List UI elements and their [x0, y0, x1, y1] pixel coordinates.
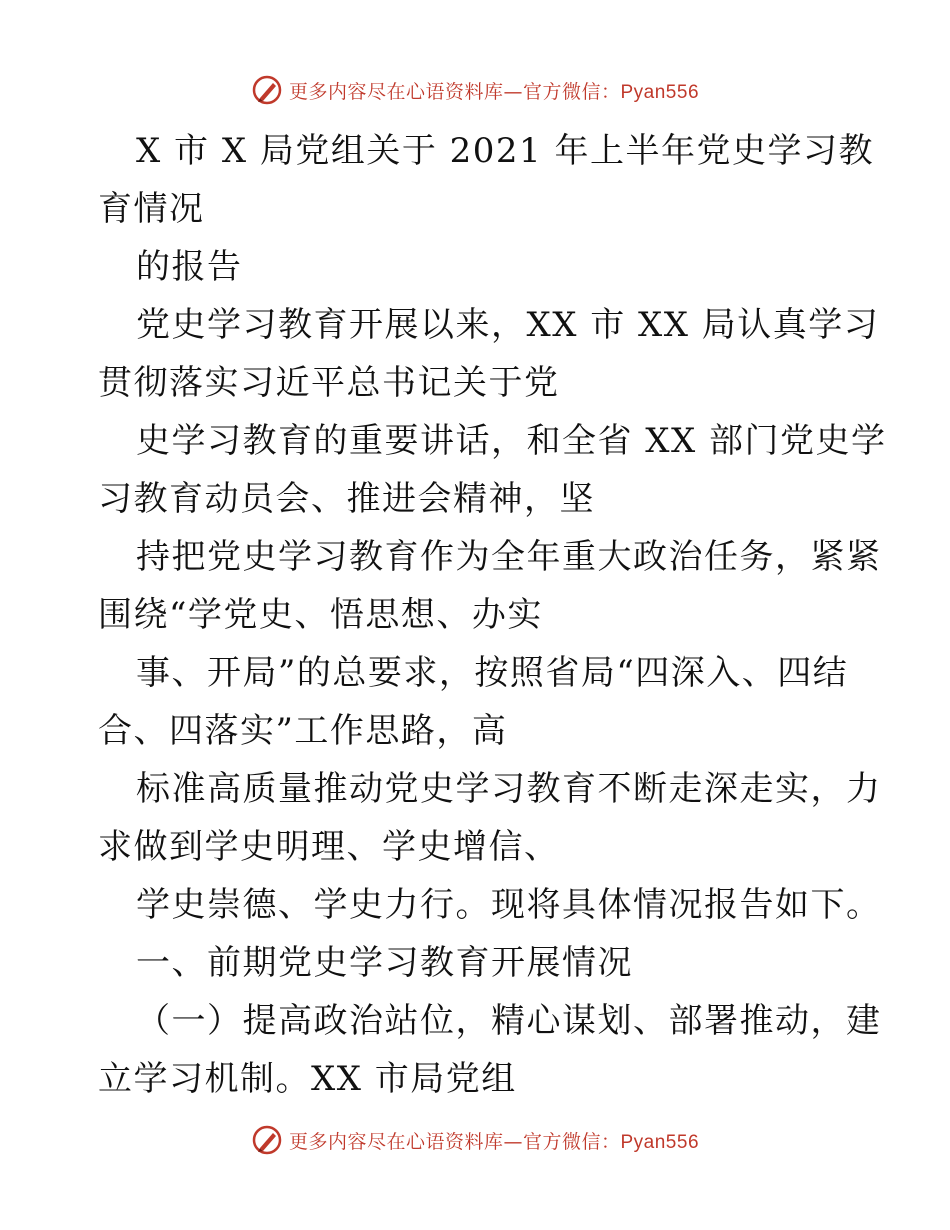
paragraph-line: 事、开局”的总要求，按照省局“四深入、四结	[136, 653, 849, 693]
subsection-line: （一）提高政治站位，精心谋划、部署推动，建	[136, 1001, 882, 1041]
paragraph-line: 贯彻落实习近平总书记关于党	[98, 363, 560, 403]
pen-logo-icon	[251, 1124, 283, 1156]
section-heading: 一、前期党史学习教育开展情况	[136, 943, 633, 983]
title-line-2: 育情况	[98, 189, 205, 229]
paragraph-line: 求做到学史明理、学史增信、	[98, 827, 560, 867]
watermark-text: 更多内容尽在心语资料库—官方微信：Pyan556	[288, 1130, 700, 1153]
paragraph-line: 学史崇德、学史力行。现将具体情况报告如下。	[136, 885, 882, 925]
footer-watermark-banner	[0, 1122, 950, 1158]
paragraph-line: 持把党史学习教育作为全年重大政治任务，紧紧	[136, 537, 882, 577]
watermark-text: 更多内容尽在心语资料库—官方微信：Pyan556	[288, 80, 700, 103]
document-body	[98, 122, 887, 1108]
paragraph-line: 史学习教育的重要讲话，和全省 XX 部门党史学	[136, 421, 887, 461]
header-watermark-banner	[0, 72, 950, 108]
pen-logo-icon	[251, 74, 283, 106]
paragraph-line: 标准高质量推动党史学习教育不断走深走实，力	[136, 769, 882, 809]
paragraph-line: 习教育动员会、推进会精神，坚	[98, 479, 595, 519]
paragraph-line: 合、四落实”工作思路，高	[98, 711, 508, 751]
title-line-1: X 市 X 局党组关于 2021 年上半年党史学习教	[136, 131, 874, 171]
title-line-3: 的报告	[136, 247, 243, 287]
subsection-line: 立学习机制。XX 市局党组	[98, 1059, 517, 1099]
paragraph-line: 围绕“学党史、悟思想、办实	[98, 595, 543, 635]
paragraph-line: 党史学习教育开展以来，XX 市 XX 局认真学习	[136, 305, 880, 345]
